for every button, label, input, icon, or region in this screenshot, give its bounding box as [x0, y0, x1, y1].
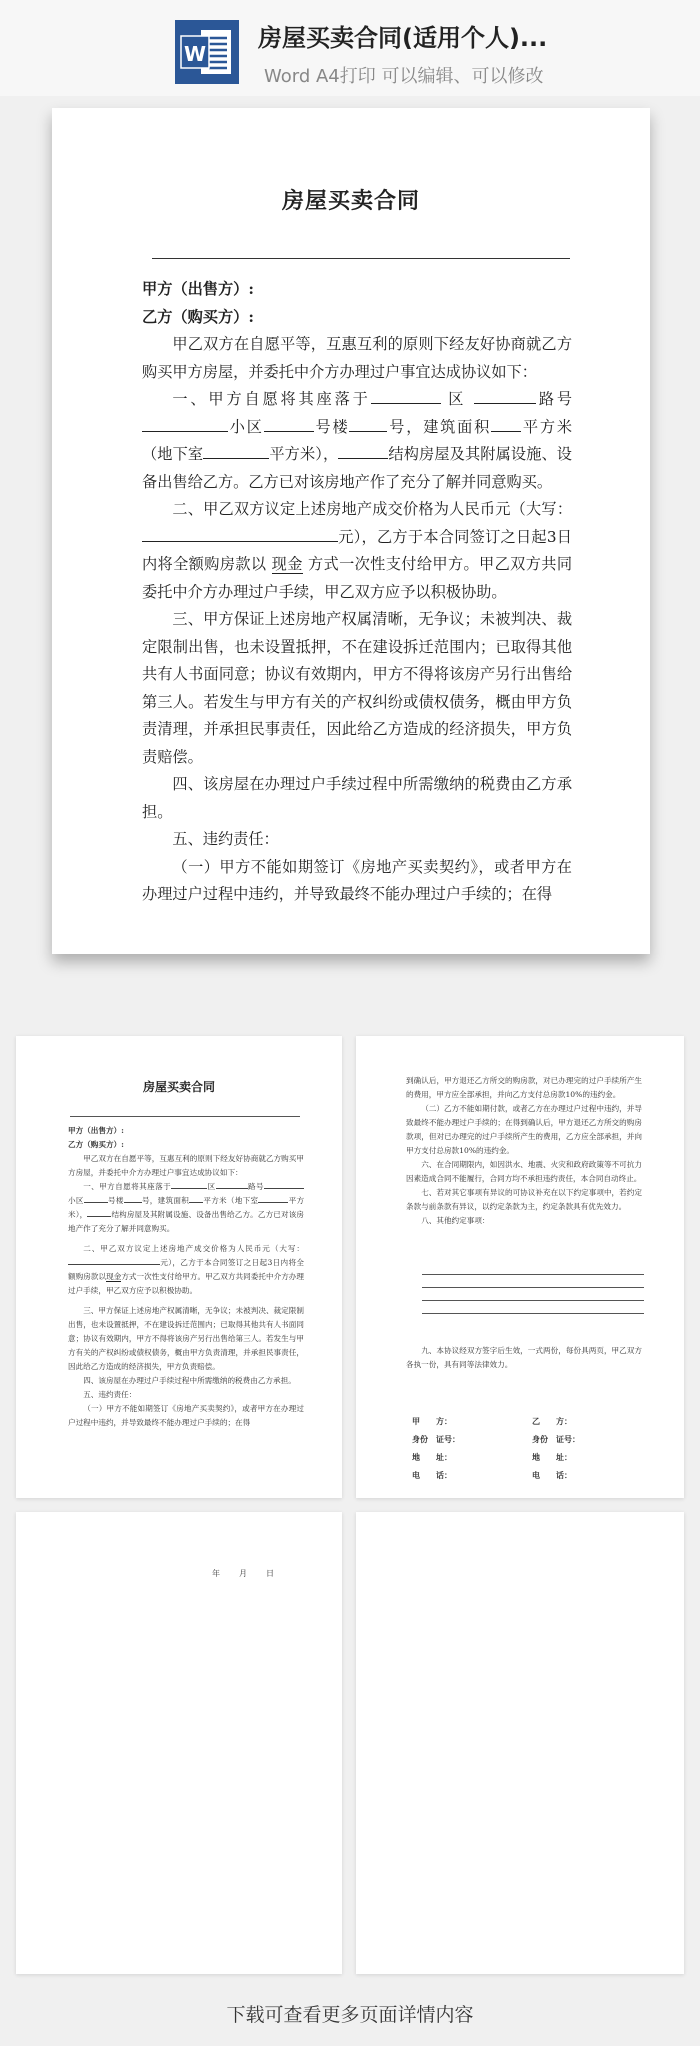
clause-5-1: （一）甲方不能如期签订《房地产买卖契约》，或者甲方在办理过户过程中违约，并导致最终不能办理过户手续的；在得 — [142, 857, 572, 903]
contract-body — [142, 276, 572, 909]
thumb-page-1-body: 甲方（出售方）: 乙方（购买方）: 甲乙双方在自愿平等，互惠互利的原则下经友好协商就乙方购买甲方房屋，并委托中介方办理过户事宜达成协议如下： 一、甲方自愿将其座落于 区 路号小区 号楼 号，建筑面积 平方米（地下室 平方米）， 结构房屋及其附属设施、设备出售给乙方。乙方已对该房地产作了充分了解并同意购买。 二、甲乙双方议定上述房地产成交价格为人民币元（大写：元），乙方于本合同签订之日起3日内将全额购房款以现金方式一次性支付给甲方。甲乙双方共同委托中介方办理过户手续，甲乙双方应予以积极协助。 三、甲方保证上述房地产权属清晰，无争议；未被判决、裁定限制出售，也未设置抵押，不在建设拆迁范围内；已取得其他共有人书面同意；协议有效期内，甲方不得将该房产另行出售给第三人。若发生与甲方有关的产权纠纷或债权债务，概由甲方负责清理，并承担民事责任，因此给乙方造成的经济损失，甲方负责赔偿。 四、该房屋在办理过户手续过程中所需缴纳的税费由乙方承担。 五、违约责任： （一）甲方不能如期签订《房地产买卖契约》，或者甲方在办理过户过程中违约，并导致最终不能办理过户手续的；在得 — [68, 1126, 305, 1427]
title-divider — [152, 258, 570, 259]
word-document-icon — [175, 20, 239, 84]
thumbnail-page-3[interactable] — [16, 1512, 342, 1974]
signature-block-party-b: 乙 方： 身份 证号： 地 址： 电 话： — [532, 1416, 580, 1480]
party-b-label: 乙方（购买方）: — [142, 307, 254, 326]
document-title: 房屋买卖合同(适用个人)... — [258, 24, 548, 52]
thumb-page-2-clause-9: 九、本协议经双方签字后生效，一式两份，每份具两页，甲乙双方各执一份，具有同等法律效力。 — [406, 1346, 642, 1369]
thumbnail-page-4[interactable] — [356, 1512, 684, 1974]
thumb-contract-title: 房屋买卖合同 — [142, 1080, 215, 1094]
party-a-label: 甲方（出售方）: — [142, 280, 254, 298]
document-subtitle: Word A4打印 可以编辑、可以修改 — [264, 66, 544, 87]
download-more-link[interactable]: 下载可查看更多页面详情内容 — [226, 2004, 474, 2026]
preview-page-large — [52, 108, 650, 954]
clause-1: 一、甲方自愿将其座落于 区 路号小区 号楼 号，建筑面积 平方米（地下室 平方米）， 结构房屋及其附属设施、设备出售给乙方。乙方已对该房地产作了充分了解并同意购买。 — [142, 386, 572, 496]
thumb-page-2-body: 到确认后，甲方退还乙方所交的购房款，对已办理完的过户手续所产生的费用，甲方应全部承担，并向乙方支付总房款10%的违约金。 （二）乙方不能如期付款，或者乙方在办理过户过程中违约，并导致最终不能办理过户手续的；在得到确认后，甲方退还乙方所交的购房款项，但对已办理完的过户手续所产生的费用，乙方应全部承担，并向甲方支付总房款10%的违约金。 六、在合同期限内，如因洪水、地震、火灾和政府政策等不可抗力因素造成合同不能履行，合同方均不承担违约责任，本合同自动终止。 七、若对其它事项有异议的可协议补充在以下约定事项中，若约定条款与前条款有异议，以约定条款为主，约定条款具有优先效力。 八、其他约定事项： — [406, 1076, 642, 1225]
payment-method: 现金 — [271, 555, 303, 573]
signature-block-party-a: 甲 方： 身份 证号： 地 址： 电 话： — [412, 1416, 460, 1480]
clause-2: 二、甲乙双方议定上述房地产成交价格为人民币元（大写：元），乙方于本合同签订之日起3日内将全额购房款以 现金 方式一次性支付给甲方。甲乙双方共同委托中介方办理过户手续，甲乙双方应予以积极协助。 — [142, 500, 573, 601]
header — [0, 0, 700, 96]
other-terms-blank-lines — [422, 1274, 644, 1326]
thumbnail-page-1[interactable] — [16, 1036, 342, 1498]
thumb-title-divider — [70, 1116, 300, 1117]
word-icon-letter: W — [183, 42, 207, 66]
thumbnail-page-2[interactable] — [356, 1036, 684, 1498]
clause-4: 四、该房屋在办理过户手续过程中所需缴纳的税费由乙方承担。 — [142, 775, 572, 821]
clause-3: 三、甲方保证上述房地产权属清晰，无争议；未被判决、裁定限制出售，也未设置抵押，不在建设拆迁范围内；已取得其他共有人书面同意；协议有效期内，甲方不得将该房产另行出售给第三人。若发生与甲方有关的产权纠纷或债权债务，概由甲方负责清理，并承担民事责任，因此给乙方造成的经济损失，甲方负责赔偿。 — [142, 610, 572, 766]
contract-title: 房屋买卖合同 — [281, 188, 420, 214]
clause-5: 五、违约责任： — [172, 830, 279, 848]
signing-date: 年 月 日 — [212, 1569, 275, 1578]
intro-paragraph: 甲乙双方在自愿平等，互惠互利的原则下经友好协商就乙方购买甲方房屋，并委托中介方办理过户事宜达成协议如下： — [142, 335, 572, 381]
